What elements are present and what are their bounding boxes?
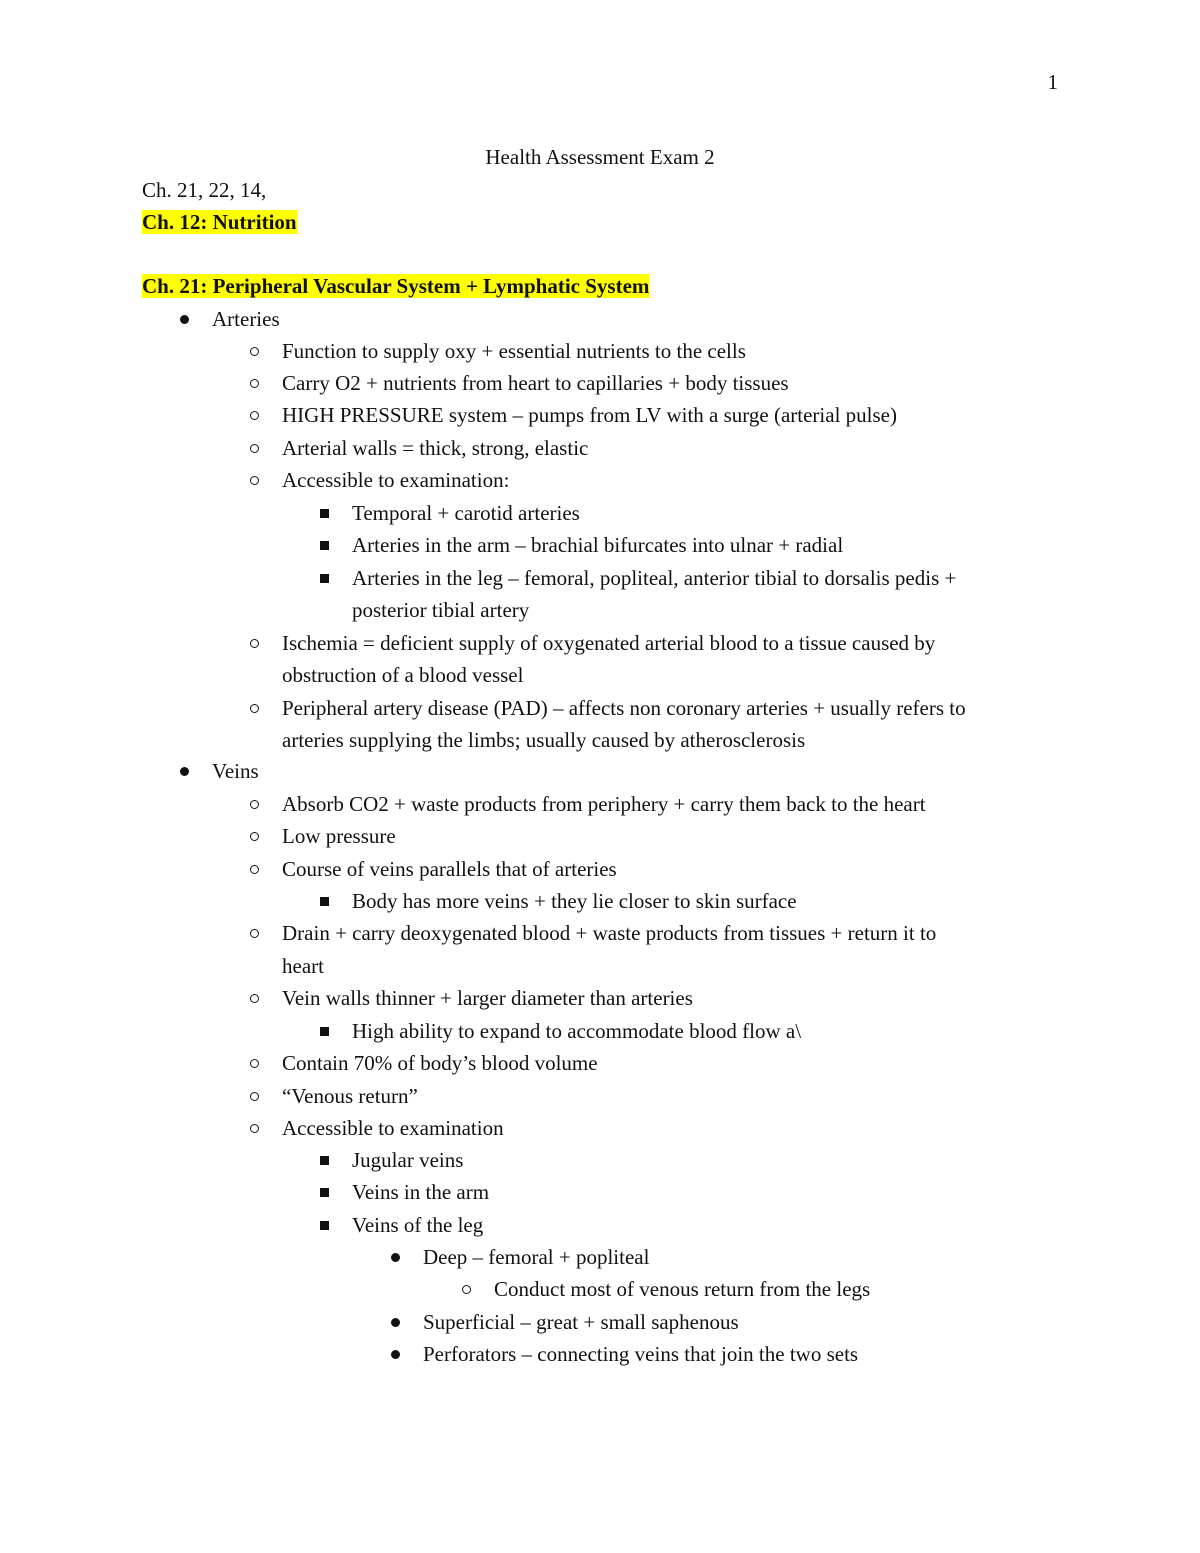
list-item bbox=[352, 529, 843, 561]
list-item-text: Drain + carry deoxygenated blood + waste products from tissues + return it to bbox=[282, 921, 937, 945]
list-item bbox=[352, 1015, 801, 1047]
list-item bbox=[282, 432, 588, 464]
list-item-continuation bbox=[352, 594, 529, 626]
bullet-dot-icon bbox=[391, 1318, 400, 1327]
bullet-circle-icon bbox=[462, 1285, 471, 1294]
list-item-text: posterior tibial artery bbox=[352, 598, 530, 622]
bullet-square-icon bbox=[320, 1027, 329, 1036]
list-item bbox=[282, 399, 897, 431]
list-item-text: Contain 70% of body’s blood volume bbox=[282, 1051, 598, 1075]
list-item-text: HIGH PRESSURE system – pumps from LV with a surge (arterial pulse) bbox=[282, 403, 897, 427]
document-title: Health Assessment Exam 2 bbox=[485, 145, 715, 169]
bullet-circle-icon bbox=[250, 476, 259, 485]
list-item-text: Low pressure bbox=[282, 824, 396, 848]
list-item bbox=[352, 1209, 483, 1241]
list-item-text: Body has more veins + they lie closer to skin surface bbox=[352, 889, 797, 913]
list-item-text: Vein walls thinner + larger diameter than arteries bbox=[282, 986, 693, 1010]
list-item bbox=[423, 1306, 739, 1338]
list-item bbox=[282, 367, 789, 399]
list-item-text: heart bbox=[282, 954, 324, 978]
list-item bbox=[494, 1273, 870, 1305]
bullet-dot-icon bbox=[180, 315, 189, 324]
list-item-text: High ability to expand to accommodate blood flow a\ bbox=[352, 1019, 802, 1043]
list-item-text: Ischemia = deficient supply of oxygenated arterial blood to a tissue caused by bbox=[282, 631, 936, 655]
list-item bbox=[282, 627, 935, 659]
bullet-circle-icon bbox=[250, 865, 259, 874]
bullet-dot-icon bbox=[391, 1253, 400, 1262]
bullet-circle-icon bbox=[250, 1124, 259, 1133]
bullet-circle-icon bbox=[250, 704, 259, 713]
list-item-text: Function to supply oxy + essential nutrients to the cells bbox=[282, 339, 746, 363]
list-item bbox=[282, 335, 746, 367]
list-item bbox=[352, 885, 797, 917]
bullet-square-icon bbox=[320, 1156, 329, 1165]
list-item bbox=[352, 497, 580, 529]
bullet-circle-icon bbox=[250, 411, 259, 420]
list-item-text: Arteries in the leg – femoral, popliteal, anterior tibial to dorsalis pedis + bbox=[352, 566, 957, 590]
list-item bbox=[423, 1241, 649, 1273]
bullet-square-icon bbox=[320, 1221, 329, 1230]
list-item bbox=[423, 1338, 858, 1370]
bullet-circle-icon bbox=[250, 444, 259, 453]
bullet-circle-icon bbox=[250, 800, 259, 809]
list-item bbox=[282, 1112, 504, 1144]
list-item-continuation bbox=[282, 724, 805, 756]
bullet-circle-icon bbox=[250, 379, 259, 388]
list-item-text: Absorb CO2 + waste products from periphery + carry them back to the heart bbox=[282, 792, 926, 816]
list-item bbox=[282, 820, 396, 852]
bullet-circle-icon bbox=[250, 639, 259, 648]
list-item bbox=[282, 982, 693, 1014]
list-item-text: Temporal + carotid arteries bbox=[352, 501, 580, 525]
list-item-text: Accessible to examination: bbox=[282, 468, 510, 492]
list-item bbox=[352, 1176, 489, 1208]
list-item bbox=[282, 853, 617, 885]
bullet-dot-icon bbox=[391, 1350, 400, 1359]
bullet-square-icon bbox=[320, 574, 329, 583]
list-item-text: “Venous return” bbox=[282, 1084, 418, 1108]
list-item-text: arteries supplying the limbs; usually caused by atherosclerosis bbox=[282, 728, 806, 752]
bullet-dot-icon bbox=[180, 767, 189, 776]
list-item-text: Arteries bbox=[212, 307, 280, 331]
list-item bbox=[352, 562, 956, 594]
list-item bbox=[282, 464, 509, 496]
bullet-square-icon bbox=[320, 897, 329, 906]
list-item-text: Superficial – great + small saphenous bbox=[423, 1310, 739, 1334]
section-heading-text: Ch. 21: Peripheral Vascular System + Lymphatic System bbox=[142, 274, 650, 298]
list-item-text: Arteries in the arm – brachial bifurcates into ulnar + radial bbox=[352, 533, 844, 557]
chapters-line: Ch. 21, 22, 14, bbox=[142, 178, 267, 202]
list-item-text: Carry O2 + nutrients from heart to capillaries + body tissues bbox=[282, 371, 789, 395]
page-number: 1 bbox=[1047, 70, 1058, 94]
section-heading bbox=[142, 274, 649, 299]
list-item bbox=[282, 917, 936, 949]
list-item-text: Jugular veins bbox=[352, 1148, 464, 1172]
bullet-square-icon bbox=[320, 1188, 329, 1197]
bullet-circle-icon bbox=[250, 1059, 259, 1068]
bullet-circle-icon bbox=[250, 832, 259, 841]
list-item bbox=[352, 1144, 463, 1176]
bullet-circle-icon bbox=[250, 994, 259, 1003]
list-item-text: Deep – femoral + popliteal bbox=[423, 1245, 650, 1269]
list-item bbox=[282, 788, 926, 820]
list-item-text: Veins in the arm bbox=[352, 1180, 490, 1204]
nutrition-heading-text: Ch. 12: Nutrition bbox=[142, 210, 297, 234]
bullet-square-icon bbox=[320, 541, 329, 550]
bullet-circle-icon bbox=[250, 1092, 259, 1101]
list-item-text: obstruction of a blood vessel bbox=[282, 663, 524, 687]
list-item bbox=[282, 1080, 418, 1112]
bullet-square-icon bbox=[320, 509, 329, 518]
bullet-circle-icon bbox=[250, 929, 259, 938]
list-item-continuation bbox=[282, 950, 324, 982]
list-item-continuation bbox=[282, 659, 523, 691]
list-item-text: Veins of the leg bbox=[352, 1213, 484, 1237]
nutrition-heading bbox=[142, 210, 297, 235]
list-item-text: Conduct most of venous return from the legs bbox=[494, 1277, 871, 1301]
list-item-text: Veins bbox=[212, 759, 259, 783]
list-item-text: Course of veins parallels that of arteries bbox=[282, 857, 617, 881]
list-item-text: Perforators – connecting veins that join the two sets bbox=[423, 1342, 859, 1366]
list-item-text: Accessible to examination bbox=[282, 1116, 504, 1140]
list-item bbox=[282, 1047, 598, 1079]
list-item bbox=[212, 303, 280, 335]
bullet-circle-icon bbox=[250, 347, 259, 356]
list-item bbox=[282, 692, 966, 724]
list-item-text: Peripheral artery disease (PAD) – affects non coronary arteries + usually refers to bbox=[282, 696, 966, 720]
list-item-text: Arterial walls = thick, strong, elastic bbox=[282, 436, 589, 460]
list-item bbox=[212, 755, 259, 787]
